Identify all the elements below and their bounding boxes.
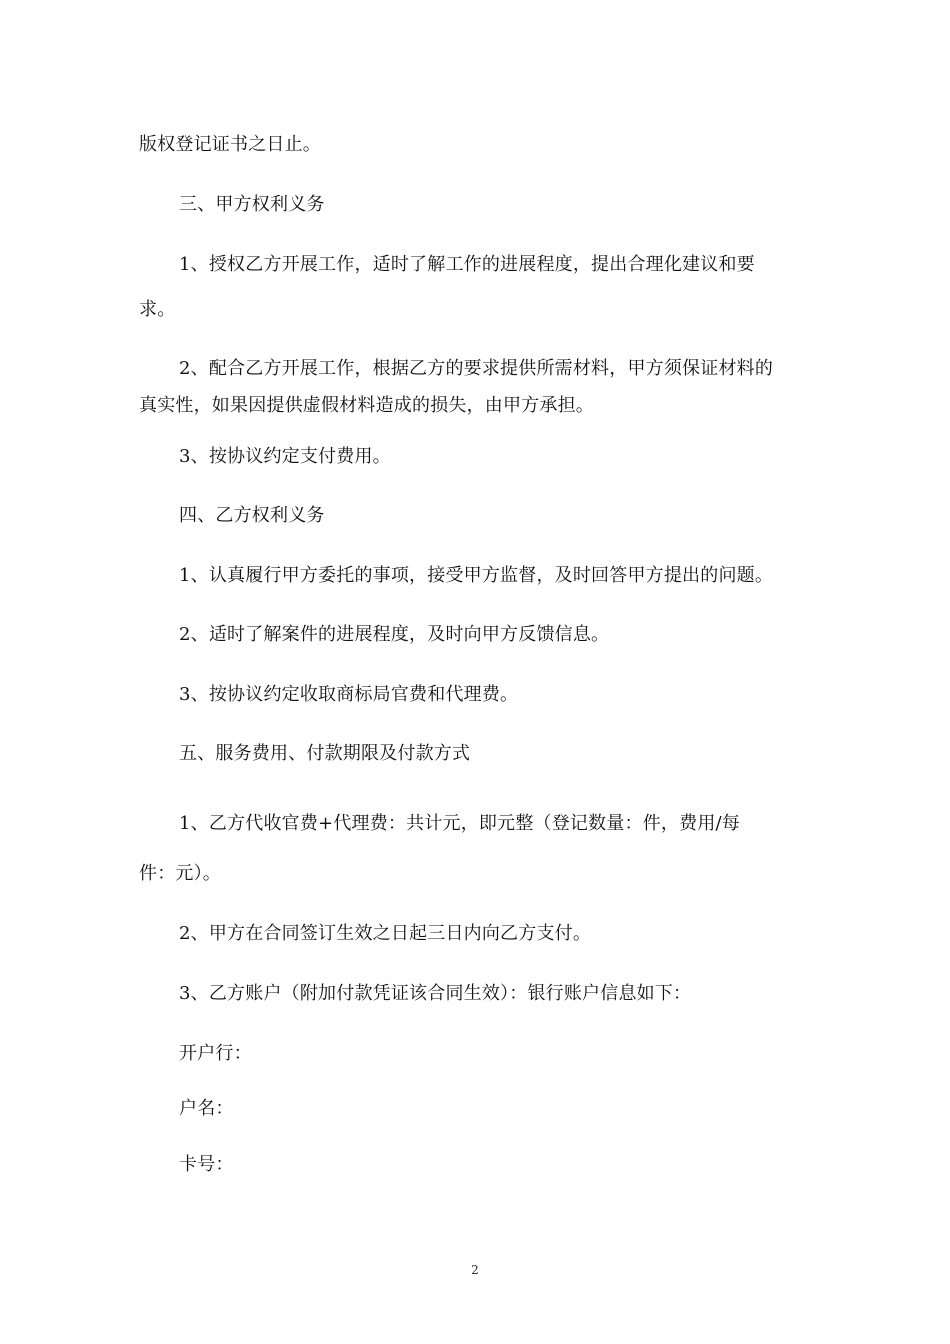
party-a-clause-2-line-1: 2、配合乙方开展工作，根据乙方的要求提供所需材料，甲方须保证材料的 xyxy=(179,358,774,379)
text-line-continuation: 版权登记证书之日止。 xyxy=(139,134,321,155)
fees-clause-2: 2、甲方在合同签订生效之日起三日内向乙方支付。 xyxy=(179,923,592,944)
section-heading-fees: 五、服务费用、付款期限及付款方式 xyxy=(179,743,471,764)
party-b-clause-2: 2、适时了解案件的进展程度，及时向甲方反馈信息。 xyxy=(179,624,610,645)
fees-clause-3: 3、乙方账户（附加付款凭证该合同生效）：银行账户信息如下： xyxy=(179,983,692,1004)
party-a-clause-1-line-1: 1、授权乙方开展工作，适时了解工作的进展程度，提出合理化建议和要 xyxy=(179,254,755,275)
page-number: 2 xyxy=(471,1263,479,1277)
card-number-label: 卡号： xyxy=(179,1154,234,1175)
section-heading-party-b: 四、乙方权利义务 xyxy=(179,505,325,526)
section-heading-party-a: 三、甲方权利义务 xyxy=(179,194,325,215)
party-a-clause-1-line-2: 求。 xyxy=(139,299,176,320)
party-b-clause-3: 3、按协议约定收取商标局官费和代理费。 xyxy=(179,684,519,705)
fees-clause-1-line-1: 1、乙方代收官费+代理费：共计元，即元整（登记数量：件，费用/每 xyxy=(179,813,740,834)
party-a-clause-3: 3、按协议约定支付费用。 xyxy=(179,446,391,467)
bank-name-label: 开户行： xyxy=(179,1043,252,1064)
party-b-clause-1: 1、认真履行甲方委托的事项，接受甲方监督，及时回答甲方提出的问题。 xyxy=(179,565,774,586)
fees-clause-1-line-2: 件：元）。 xyxy=(139,863,221,884)
party-a-clause-2-line-2: 真实性，如果因提供虚假材料造成的损失，由甲方承担。 xyxy=(139,395,594,416)
account-name-label: 户名： xyxy=(179,1098,234,1119)
